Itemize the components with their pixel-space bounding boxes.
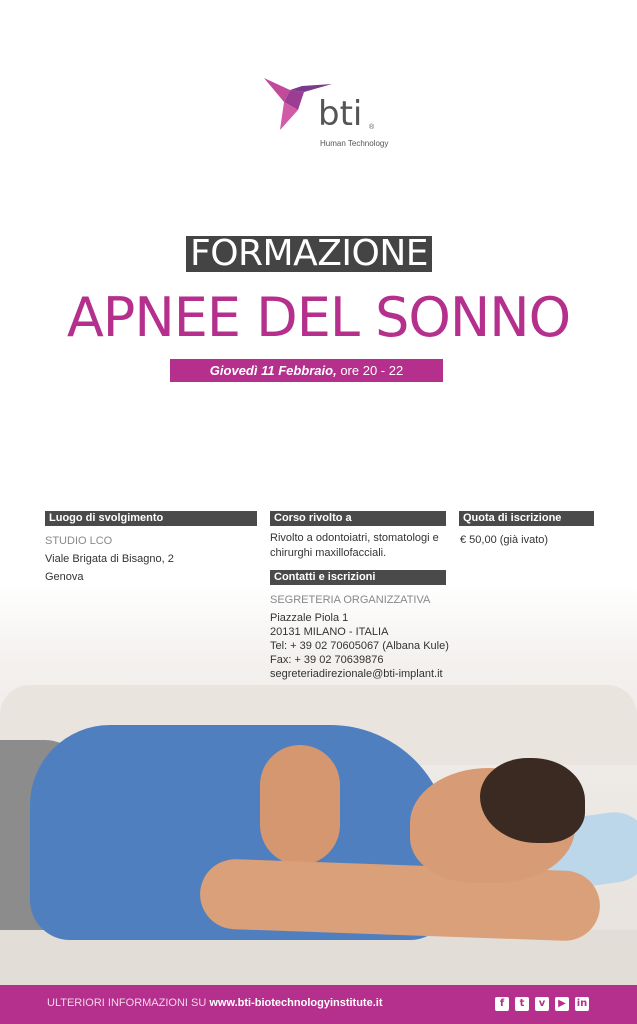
footer-prefix: ULTERIORI INFORMAZIONI SU (47, 997, 210, 1009)
section-label: FORMAZIONE (186, 236, 432, 272)
registered-mark: ® (369, 124, 375, 131)
date-day: Giovedì 11 Febbraio, (209, 363, 337, 378)
contacts-address (270, 611, 449, 681)
footer-bar (0, 985, 637, 1024)
facebook-icon[interactable]: f (495, 997, 509, 1011)
social-icons (495, 997, 589, 1011)
venue-city: Genova (45, 571, 84, 583)
venue-street: Viale Brigata di Bisagno, 2 (45, 553, 174, 565)
contacts-org: SEGRETERIA ORGANIZZATIVA (270, 594, 431, 606)
venue-heading: Luogo di svolgimento (45, 511, 257, 526)
twitter-icon[interactable]: t (515, 997, 529, 1011)
contacts-fax: Fax: + 39 02 70639876 (270, 654, 384, 666)
audience-text: Rivolto a odontoiatri, stomatologi e chirurghi maxillofacciali. (270, 532, 439, 559)
date-time: ore 20 - 22 (336, 363, 404, 378)
contacts-heading: Contatti e iscrizioni (270, 570, 446, 585)
sleeper-forearm (260, 745, 340, 865)
fee-heading: Quota di iscrizione (459, 511, 594, 526)
date-banner (170, 359, 443, 382)
vimeo-icon[interactable]: v (535, 997, 549, 1011)
venue-name: STUDIO LCO (45, 535, 113, 547)
logo-wordmark: bti (318, 94, 363, 134)
fee-text: € 50,00 (già ivato) (460, 534, 549, 546)
linkedin-icon[interactable]: in (576, 998, 588, 1009)
contacts-email[interactable]: segreteriadirezionale@bti-implant.it (270, 668, 443, 680)
youtube-icon[interactable]: ▶ (555, 997, 569, 1011)
footer-info (47, 997, 383, 1009)
audience-heading: Corso rivolto a (270, 511, 446, 526)
contacts-address2: 20131 MILANO - ITALIA (270, 626, 389, 638)
contacts-address1: Piazzale Piola 1 (270, 612, 349, 624)
logo-tagline: Human Technology (320, 139, 389, 148)
page-title: APNEE DEL SONNO (66, 286, 571, 349)
bti-logo (262, 76, 389, 166)
contacts-tel: Tel: + 39 02 70605067 (Albana Kule) (270, 640, 449, 652)
footer-url[interactable]: www.bti-biotechnologyinstitute.it (209, 997, 383, 1009)
